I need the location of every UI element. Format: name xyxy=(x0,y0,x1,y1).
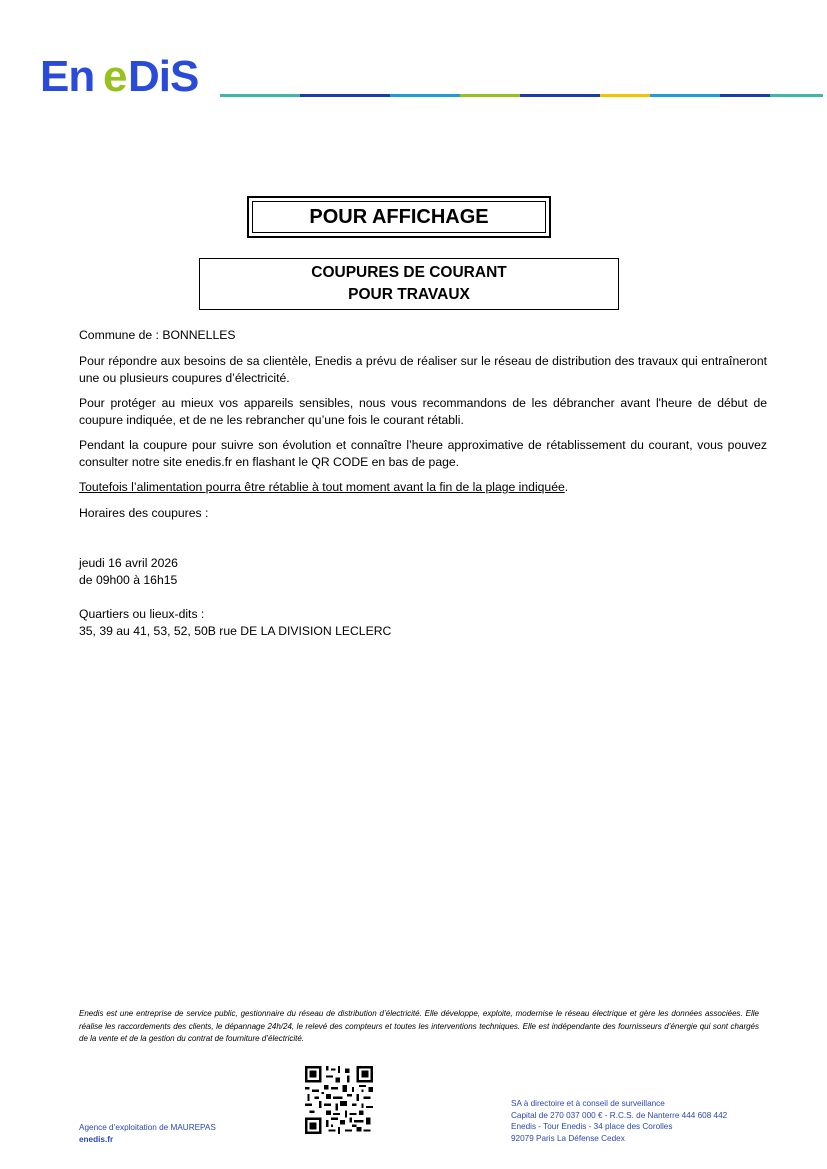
agency-name: Agence d’exploitation de MAUREPAS xyxy=(79,1123,216,1132)
website-link[interactable]: enedis.fr xyxy=(79,1134,114,1144)
legal-block xyxy=(511,1098,727,1144)
paragraph-works: Pour répondre aux besoins de sa clientèle, Enedis a prévu de réaliser sur le réseau de distribution des travaux qui entraîneront une ou plusieurs coupures d’électricité. xyxy=(79,354,767,385)
display-notice-title: POUR AFFICHAGE xyxy=(252,201,546,233)
subject-line-2: POUR TRAVAUX xyxy=(348,286,470,303)
company-description: Enedis est une entreprise de service public, gestionnaire du réseau de distribution d’électricité. Elle développe, exploite, modernise le réseau électrique et gère les données associées. Elle réalise les raccordements des clients, le dépannage 24h/24, le relevé des compteurs et toutes les interventions techniques. Elle est indépendante des fournisseurs d’énergie qui sont chargés de la vente et de la gestion du contrat de fourniture d’électricité. xyxy=(79,1009,759,1043)
schedule-label: Horaires des coupures : xyxy=(79,506,209,520)
subject-box xyxy=(199,258,619,310)
qr-code-icon[interactable] xyxy=(305,1066,373,1134)
svg-text:DiS: DiS xyxy=(128,55,199,97)
outage-date: jeudi 16 avril 2026 xyxy=(79,556,178,570)
places: 35, 39 au 41, 53, 52, 50B rue DE LA DIVISION LECLERC xyxy=(79,624,392,638)
outage-hours: de 09h00 à 16h15 xyxy=(79,573,178,587)
paragraph-follow: Pendant la coupure pour suivre son évolution et connaître l’heure approximative de rétablissement du courant, vous pouvez consulter notre site enedis.fr en flashant le QR CODE en bas de page. xyxy=(79,438,767,469)
legal-line-4: 92079 Paris La Défense Cedex xyxy=(511,1133,625,1143)
paragraph-protect: Pour protéger au mieux vos appareils sensibles, nous vous recommandons de les débrancher avant l'heure de début de coupure indiquée, et de ne les rebrancher qu’une fois le courant rétabli. xyxy=(79,396,767,427)
legal-line-1: SA à directoire et à conseil de surveillance xyxy=(511,1099,665,1108)
legal-line-2: Capital de 270 037 000 € - R.C.S. de Nanterre 444 608 442 xyxy=(511,1110,728,1120)
commune: Commune de : BONNELLES xyxy=(79,328,236,342)
warning-line xyxy=(79,479,767,496)
enedis-logo xyxy=(40,55,216,97)
places-label: Quartiers ou lieux-dits : xyxy=(79,607,205,621)
svg-text:En: En xyxy=(40,55,95,97)
agency-block xyxy=(79,1122,216,1145)
subject-line-1: COUPURES DE COURANT xyxy=(311,264,507,281)
warning-underlined: Toutefois l’alimentation pourra être rétablie à tout moment avant la fin de la plage indiquée xyxy=(79,480,565,494)
svg-text:e: e xyxy=(103,55,127,97)
display-notice-box xyxy=(247,196,551,238)
brand-color-rule xyxy=(220,94,823,97)
legal-line-3: Enedis - Tour Enedis - 34 place des Corolles xyxy=(511,1122,673,1132)
warning-end: . xyxy=(564,480,569,494)
